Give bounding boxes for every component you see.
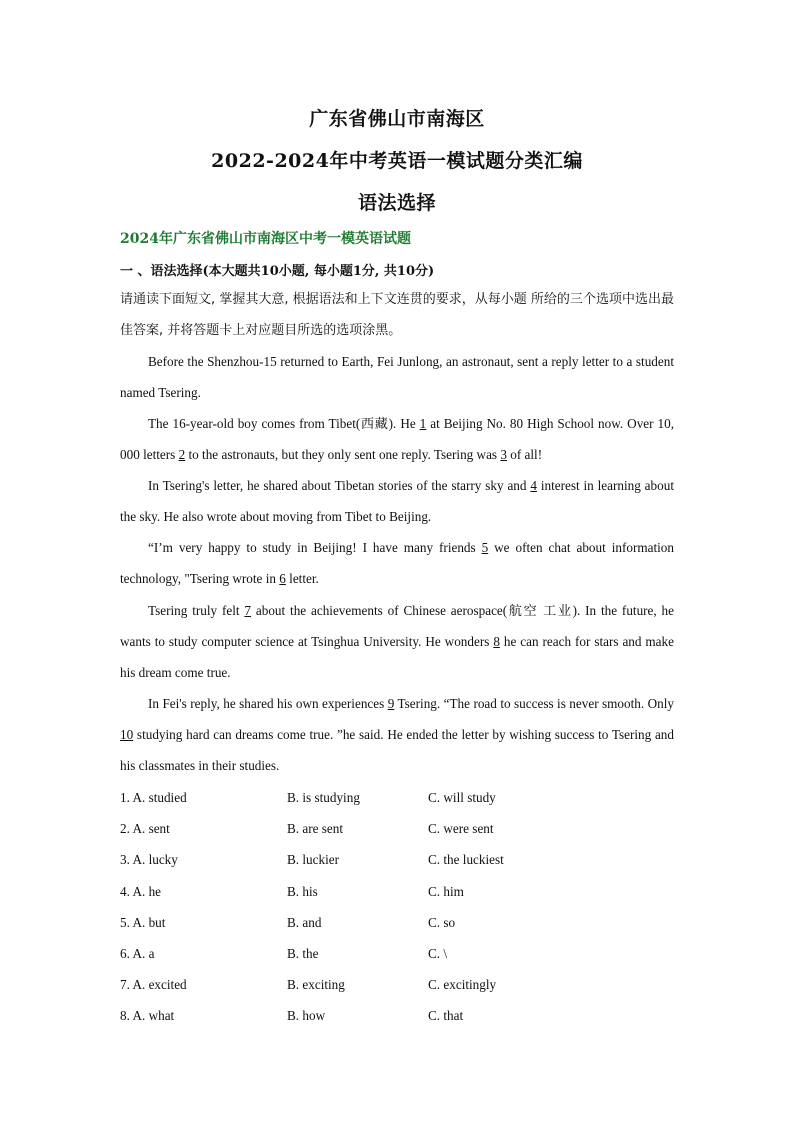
option-b: B. how [287, 1008, 326, 1023]
blank-1: 1 [419, 416, 427, 431]
passage-paragraph-4 [120, 532, 674, 594]
option-a: 6. A. a [120, 946, 155, 961]
option-a: 8. A. what [120, 1008, 175, 1023]
section-title: 一 、语法选择(本大题共10小题, 每小题1分, 共10分) [120, 264, 435, 279]
blank-10: 10 [120, 727, 134, 742]
instruction-text: 请通读下面短文, 掌握其大意, 根据语法和上下文连贯的要求，从每小题 所给的三个选项中选出最佳答案, 并将答题卡上对应题目所选的选项涂黑。 [120, 292, 674, 338]
option-c: C. excitingly [428, 977, 497, 992]
option-row [120, 884, 674, 904]
option-c: C. the luckiest [428, 852, 504, 867]
option-row [120, 1008, 674, 1028]
passage-text: studying hard can dreams come true. ”he said. He ended the letter by wishing success to Tsering and his classmates in their studies. [120, 727, 674, 773]
passage-text: he can reach for stars and make his dream come true. [120, 634, 674, 680]
blank-9: 9 [387, 696, 395, 711]
option-b: B. luckier [287, 852, 340, 867]
passage-text: In Tsering's letter, he shared about Tibetan stories of the starry sky and [148, 478, 531, 493]
passage-text: Tsering. “The road to success is never smooth. Only [394, 696, 674, 711]
option-c: C. so [428, 915, 456, 930]
passage-text: The 16-year-old boy comes from Tibet(西藏). He [148, 416, 420, 431]
passage-text: of all! [506, 447, 543, 462]
option-b: B. exciting [287, 977, 345, 992]
title-topic: 语法选择 [357, 192, 436, 214]
passage-text: “I’m very happy to study in Beijing! I have many friends [148, 540, 482, 555]
option-a: 3. A. lucky [120, 852, 178, 867]
option-row [120, 852, 674, 872]
blank-4: 4 [530, 478, 537, 493]
option-b: B. is studying [287, 790, 360, 805]
option-a: 4. A. he [120, 884, 162, 899]
passage-text: In Fei's reply, he shared his own experiences [148, 696, 388, 711]
blank-2: 2 [178, 447, 186, 462]
exam-subheading: 2024年广东省佛山市南海区中考一模英语试题 [120, 231, 411, 247]
option-row [120, 946, 674, 966]
option-a: 7. A. excited [120, 977, 187, 992]
option-row [120, 915, 674, 935]
option-row [120, 790, 674, 810]
passage-text: Tsering truly felt [148, 603, 245, 618]
option-c: C. will study [428, 790, 496, 805]
passage-text: letter. [285, 571, 319, 586]
option-b: B. the [287, 946, 319, 961]
passage-text: interest in learning about the sky. He also wrote about moving from Tibet to Beijing. [120, 478, 674, 524]
passage-paragraph-2 [120, 408, 674, 470]
option-a: 5. A. but [120, 915, 166, 930]
title-region: 广东省佛山市南海区 [309, 108, 485, 130]
option-row [120, 977, 674, 997]
option-b: B. are sent [287, 821, 344, 836]
passage-text: to the astronauts, but they only sent one reply. Tsering was [185, 447, 501, 462]
passage-text: we often chat about information technology, "Tsering wrote in [120, 540, 674, 586]
passage-text: about the achievements of Chinese aerospace(航空 工业). In the future, he wants to study computer science at Tsinghua University. He wonders [120, 603, 675, 649]
option-c: C. that [428, 1008, 464, 1023]
option-c: C. \ [428, 946, 448, 961]
passage-paragraph-6 [120, 688, 674, 781]
option-row [120, 821, 674, 841]
option-b: B. and [287, 915, 322, 930]
blank-8: 8 [493, 634, 500, 649]
blank-6: 6 [279, 571, 286, 586]
option-a: 1. A. studied [120, 790, 187, 805]
option-c: C. were sent [428, 821, 494, 836]
passage-text: at Beijing No. 80 High School now. Over 10, 000 letters [120, 416, 674, 462]
title-collection: 2022-2024年中考英语一模试题分类汇编 [211, 150, 583, 172]
blank-5: 5 [481, 540, 489, 555]
passage-paragraph-1: Before the Shenzhou-15 returned to Earth, Fei Junlong, an astronaut, sent a reply letter to a student named Tsering. [120, 354, 674, 400]
option-c: C. him [428, 884, 464, 899]
option-a: 2. A. sent [120, 821, 170, 836]
option-b: B. his [287, 884, 318, 899]
blank-7: 7 [244, 603, 252, 618]
blank-3: 3 [500, 447, 507, 462]
passage-paragraph-3 [120, 470, 674, 532]
passage-paragraph-5 [120, 595, 674, 688]
